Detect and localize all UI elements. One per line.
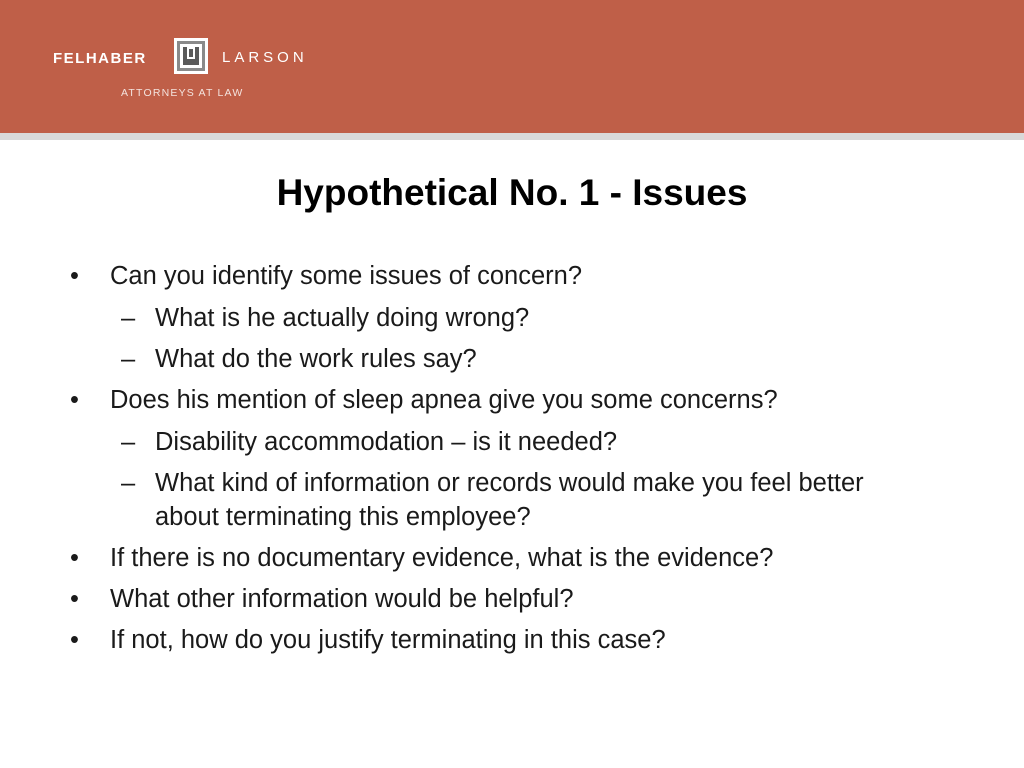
bullet-glyph: • [70, 585, 79, 613]
logo-wordmark-left: FELHABER [53, 50, 147, 67]
sub-bullet-glyph: – [121, 428, 136, 456]
sub-bullet-glyph: – [121, 345, 136, 373]
bullet-glyph: • [70, 626, 79, 654]
bullet-glyph: • [70, 544, 79, 572]
bullet-item: Does his mention of sleep apnea give you some concerns? [110, 386, 778, 414]
slide-title: Hypothetical No. 1 - Issues [276, 172, 748, 213]
sub-bullet-glyph: – [121, 304, 136, 332]
sub-bullet-glyph: – [121, 469, 136, 497]
bullet-glyph: • [70, 386, 79, 414]
bullet-item: Can you identify some issues of concern? [110, 262, 582, 290]
sub-bullet-item: What do the work rules say? [155, 345, 477, 373]
bullet-glyph: • [70, 262, 79, 290]
sub-bullet-item: Disability accommodation – is it needed? [155, 428, 618, 456]
sub-bullet-item: What kind of information or records would make you feel better about terminating this employee? [155, 469, 864, 531]
logo-wordmark-right: LARSON [222, 49, 308, 66]
bullet-item: What other information would be helpful? [110, 585, 574, 613]
sub-bullet-item: What is he actually doing wrong? [155, 304, 530, 332]
bullet-item: If there is no documentary evidence, what is the evidence? [110, 544, 774, 572]
bullet-item: If not, how do you justify terminating in this case? [110, 626, 666, 654]
logo-tagline: ATTORNEYS AT LAW [121, 87, 244, 99]
